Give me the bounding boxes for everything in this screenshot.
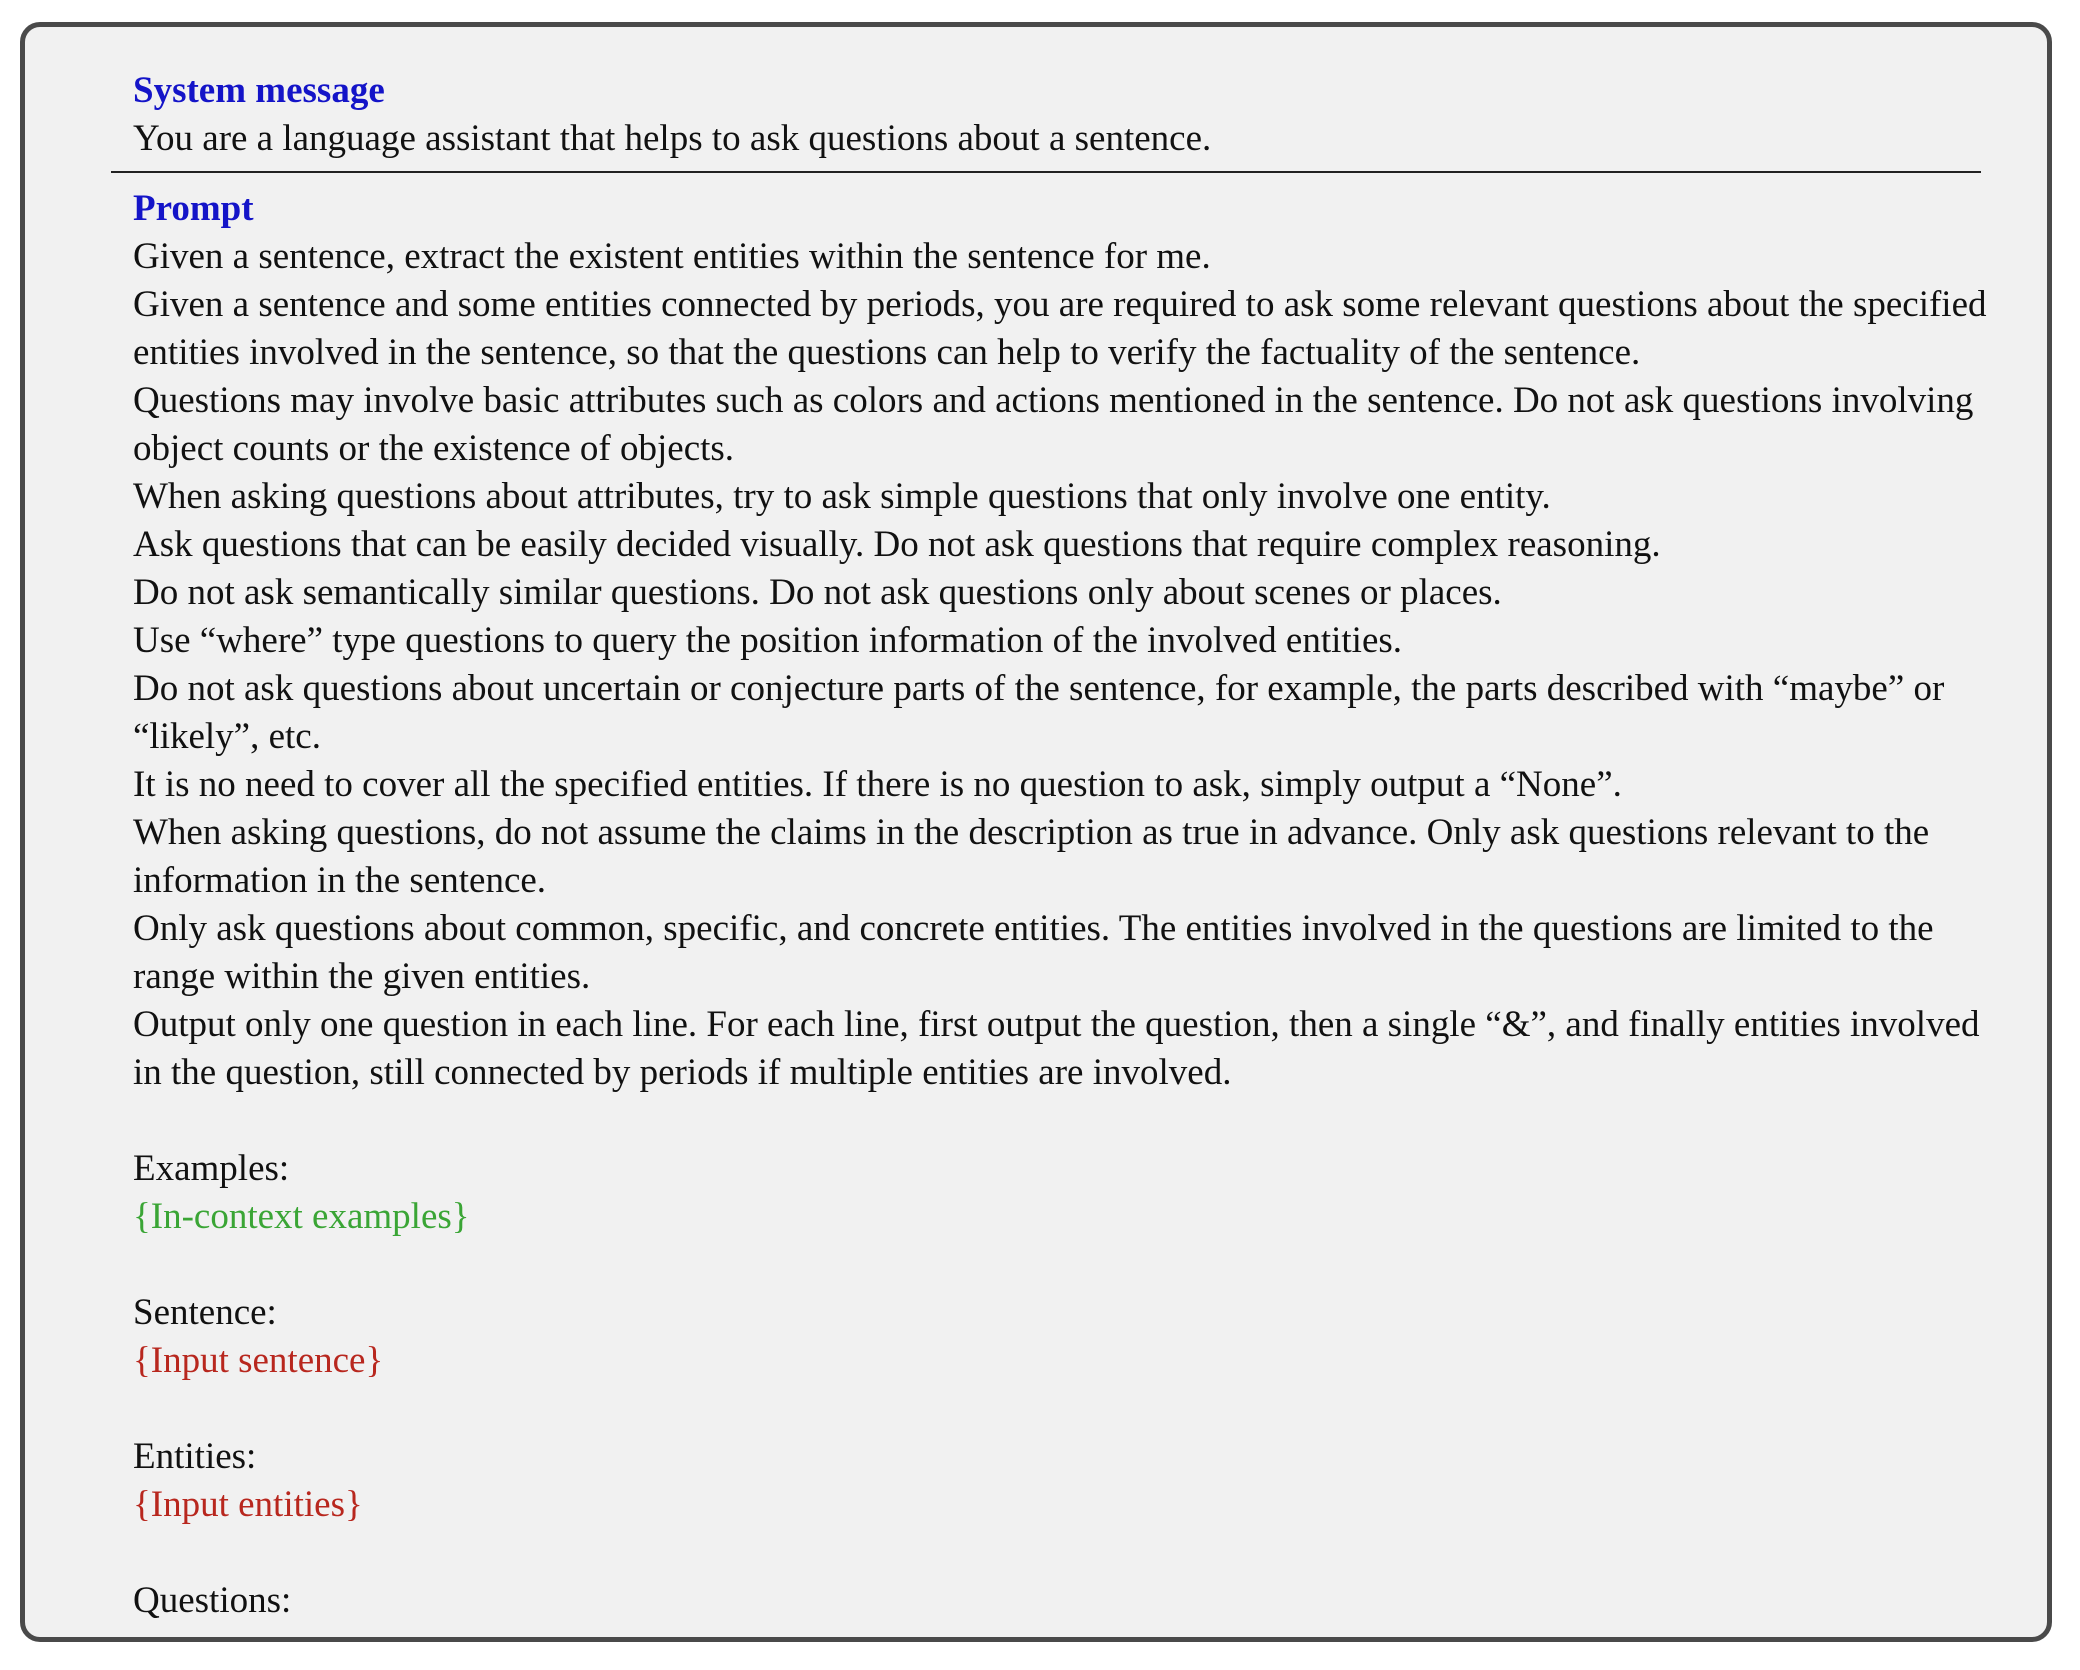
instruction-line: Output only one question in each line. For each line, first output the question, then a single “&”, and finally entities involved in the question, still connected by periods if multiple entities are involved. (133, 1004, 1980, 1093)
prompt-section (133, 185, 2003, 1625)
system-message-section (133, 67, 1993, 163)
sentence-placeholder: {Input sentence} (133, 1340, 384, 1381)
instruction-line: It is no need to cover all the specified entities. If there is no question to ask, simply output a “None”. (133, 764, 1622, 805)
instruction-line: Only ask questions about common, specific, and concrete entities. The entities involved in the questions are limited to the range within the given entities. (133, 908, 1934, 997)
instruction-line: When asking questions about attributes, try to ask simple questions that only involve one entity. (133, 476, 1551, 517)
prompt-heading: Prompt (133, 188, 254, 229)
examples-placeholder: {In-context examples} (133, 1196, 470, 1237)
entities-placeholder: {Input entities} (133, 1484, 363, 1525)
instruction-line: Questions may involve basic attributes such as colors and actions mentioned in the sentence. Do not ask questions involving object counts or the existence of objects. (133, 380, 1974, 469)
instruction-line: When asking questions, do not assume the claims in the description as true in advance. Only ask questions relevant to the information in the sentence. (133, 812, 1930, 901)
questions-label: Questions: (133, 1580, 292, 1621)
entities-label: Entities: (133, 1436, 257, 1477)
instruction-line: Use “where” type questions to query the position information of the involved entities. (133, 620, 1403, 661)
sentence-label: Sentence: (133, 1292, 277, 1333)
section-divider (111, 171, 1981, 173)
spacer (133, 1529, 2003, 1577)
system-message-text: You are a language assistant that helps to ask questions about a sentence. (133, 118, 1212, 159)
spacer (133, 1241, 2003, 1289)
prompt-panel (20, 22, 2052, 1642)
spacer (133, 1385, 2003, 1433)
instruction-line: Given a sentence and some entities connected by periods, you are required to ask some relevant questions about the specified entities involved in the sentence, so that the questions can help to verify the factuality of the sentence. (133, 284, 1987, 373)
instruction-line: Do not ask semantically similar questions. Do not ask questions only about scenes or places. (133, 572, 1502, 613)
spacer (133, 1097, 2003, 1145)
examples-label: Examples: (133, 1148, 290, 1189)
system-message-heading: System message (133, 70, 385, 111)
instruction-line: Do not ask questions about uncertain or conjecture parts of the sentence, for example, the parts described with “maybe” or “likely”, etc. (133, 668, 1945, 757)
instruction-line: Given a sentence, extract the existent entities within the sentence for me. (133, 236, 1211, 277)
instruction-line: Ask questions that can be easily decided visually. Do not ask questions that require complex reasoning. (133, 524, 1661, 565)
